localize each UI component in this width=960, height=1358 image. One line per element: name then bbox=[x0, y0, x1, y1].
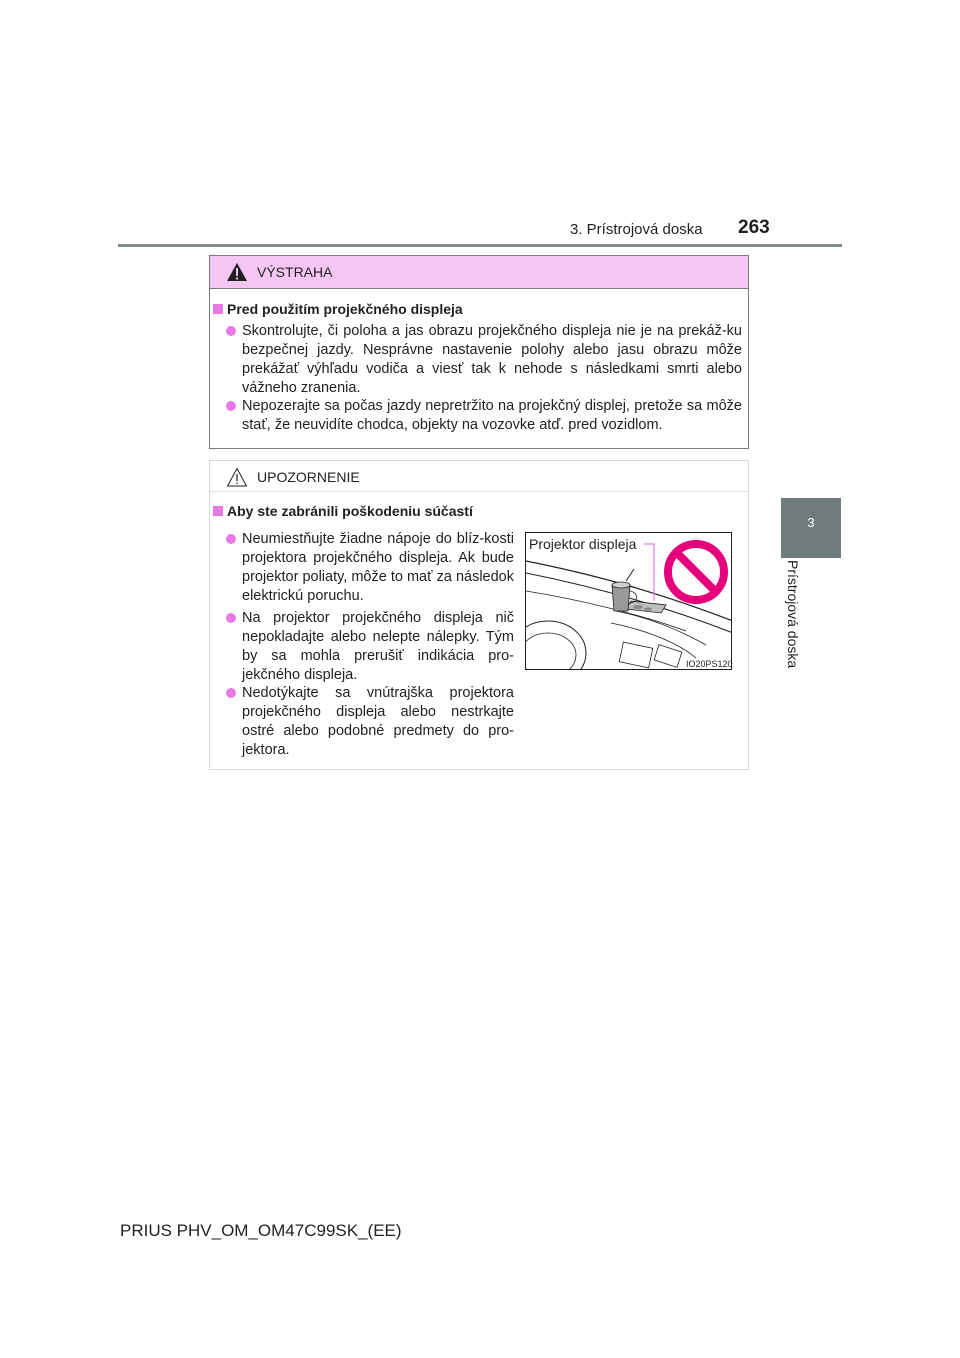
chapter-side-label-text: Prístrojová doska bbox=[785, 560, 801, 669]
warning-heading-text: Pred použitím projekčného displeja bbox=[227, 301, 463, 317]
warning-header bbox=[210, 256, 748, 289]
footer-document-code: PRIUS PHV_OM_OM47C99SK_(EE) bbox=[120, 1221, 402, 1240]
header-rule bbox=[118, 244, 842, 247]
chapter-side-label bbox=[768, 560, 818, 700]
caution-heading bbox=[213, 503, 473, 519]
caution-header bbox=[210, 461, 748, 492]
warning-item bbox=[242, 322, 742, 398]
warning-heading bbox=[213, 301, 463, 317]
square-bullet-icon bbox=[213, 506, 223, 516]
caution-item bbox=[242, 530, 514, 606]
warning-item-text: Nepozerajte sa počas jazdy nepretržito na projekčný displej, pretože sa môže stať, že neuvidíte chodca, objekty na vozovke atď. pred vozidlom. bbox=[242, 398, 742, 433]
page-number: 263 bbox=[738, 217, 770, 238]
square-bullet-icon bbox=[213, 304, 223, 314]
illustration-code: IO20PS120 bbox=[686, 659, 733, 669]
round-bullet-icon bbox=[226, 534, 236, 544]
warning-triangle-icon bbox=[226, 262, 248, 282]
round-bullet-icon bbox=[226, 613, 236, 623]
projector-illustration bbox=[525, 532, 732, 670]
round-bullet-icon bbox=[226, 688, 236, 698]
caution-item-text: Neumiestňujte žiadne nápoje do blíz-kosti projektora projekčného displeja. Ak bude projektor poliaty, môže to mať za následok elektrickú poruchu. bbox=[242, 531, 514, 604]
caution-item bbox=[242, 684, 514, 760]
caution-heading-text: Aby ste zabránili poškodeniu súčastí bbox=[227, 503, 473, 519]
prohibited-icon bbox=[668, 544, 724, 600]
caution-triangle-outline-icon bbox=[226, 467, 248, 487]
round-bullet-icon bbox=[226, 326, 236, 336]
warning-item bbox=[242, 397, 742, 435]
caution-item-text: Nedotýkajte sa vnútrajška projektora projekčného displeja alebo nestrkajte ostré alebo podobné predmety do pro-jektora. bbox=[242, 685, 514, 758]
chapter-tab bbox=[781, 498, 841, 558]
warning-item-text: Skontrolujte, či poloha a jas obrazu projekčného displeja nie je na prekáž-ku bezpečnej jazdy. Nesprávne nastavenie polohy alebo jasu obrazu môže prekážať výhľadu vodiča a viesť tak k nehode s následkami smrti alebo vážneho zranenia. bbox=[242, 323, 742, 396]
caution-item bbox=[242, 609, 514, 685]
header-section-title: 3. Prístrojová doska bbox=[570, 221, 703, 238]
dashboard-drawing bbox=[526, 533, 732, 670]
caution-title: UPOZORNENIE bbox=[257, 469, 360, 485]
warning-title: VÝSTRAHA bbox=[257, 264, 333, 280]
illustration-label: Projektor displeja bbox=[529, 536, 637, 552]
chapter-tab-number: 3 bbox=[807, 515, 815, 530]
caution-item-text: Na projektor projekčného displeja nič nepokladajte alebo nelepte nálepky. Tým by sa mohla prerušiť indikácia pro-jekčného displeja. bbox=[242, 610, 514, 683]
round-bullet-icon bbox=[226, 401, 236, 411]
